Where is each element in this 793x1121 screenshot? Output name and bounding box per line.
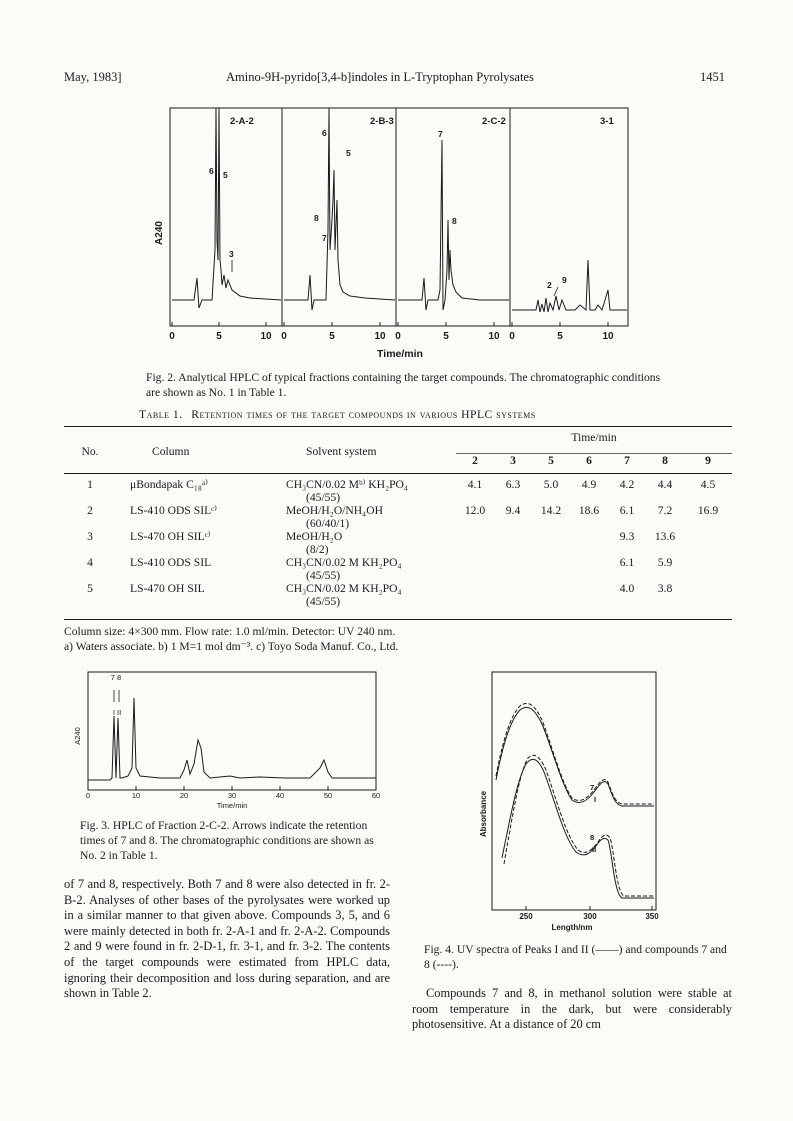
fig3-trace — [88, 698, 376, 780]
row-time — [456, 556, 494, 582]
row-time: 6.3 — [505, 477, 521, 491]
body-text-right: Compounds 7 and 8, in methanol solution were stable at room temperature in the dark, but were considerably photosensitive. At a distance of 20 cm — [412, 986, 732, 1032]
row-time — [494, 582, 532, 608]
row-time — [532, 530, 570, 556]
fig2-panel-label: 3-1 — [600, 116, 614, 127]
body-text-left: of 7 and 8, respectively. Both 7 and 8 were also detected in fr. 2-B-2. Analyses of other bases of the pyrolysates were worked up in a similar manner to that given above. Compounds 3, 5, and 6 were mainly detected in both fr. 2-A-1 and fr. 2-A-2. Compounds 2 and 9 were found in fr. 2-D-1, fr. 3-1, and fr. 3-2. The contents of the target compounds were estimated from HPLC data, ignoring their decomposition and loss during separation, and are shown in Table 2. — [64, 877, 390, 1001]
fig4-curve-I — [496, 707, 654, 806]
fig4-curve-7 — [496, 703, 654, 804]
fig2-tick: 5 — [329, 331, 335, 342]
fig4-caption-label: Fig. 4. — [424, 943, 454, 956]
row-no: 2 — [87, 503, 93, 517]
fig2-panel-label: 2-C-2 — [482, 116, 506, 127]
fig4-curve-label: 8 — [590, 833, 595, 842]
fig3-tick: 20 — [179, 791, 189, 800]
fig2-peak-label: 6 — [322, 128, 327, 138]
fig2-tick: 10 — [260, 331, 272, 342]
row-column: μBondapak C₁₈ᵃ⁾ — [130, 477, 208, 491]
fig4-xlabel: Length/nm — [551, 923, 593, 932]
row-time: 18.6 — [578, 503, 600, 517]
fig2-peak-label: 9 — [562, 275, 567, 285]
compound-header: 2 — [472, 453, 478, 467]
col-header-time: Time/min — [456, 431, 732, 453]
row-ratio: (45/55) — [306, 594, 341, 608]
row-time: 9.3 — [619, 529, 635, 543]
compound-header: 7 — [624, 453, 630, 467]
row-no: 4 — [87, 555, 93, 569]
row-time — [532, 582, 570, 608]
fig4-tick: 350 — [645, 912, 659, 921]
fig2-panel-2-frame — [282, 108, 396, 326]
row-time — [456, 582, 494, 608]
row-time: 9.4 — [505, 503, 521, 517]
fig4-curve-label: 7 — [590, 783, 595, 792]
row-ratio: (8/2) — [306, 542, 329, 556]
row-time — [456, 530, 494, 556]
fig2-ylabel: A240 — [154, 221, 165, 245]
fig4-curve-label: II — [592, 845, 597, 854]
fig2-tick: 10 — [488, 331, 500, 342]
fig3-caption — [80, 818, 376, 863]
row-ratio: (45/55) — [306, 490, 341, 504]
fig2-panel-label: 2-B-3 — [370, 116, 394, 127]
table1-label: Table 1. — [139, 408, 183, 421]
fig3-chromatogram — [70, 668, 380, 810]
row-time — [532, 556, 570, 582]
fig2-tick: 5 — [557, 331, 563, 342]
fig2-peak-label: 6 — [209, 166, 214, 176]
row-time — [570, 582, 608, 608]
fig3-ylabel: A240 — [73, 727, 82, 745]
row-no: 3 — [87, 529, 93, 543]
row-column: LS-410 ODS SILᶜ⁾ — [130, 503, 217, 517]
compound-header: 9 — [705, 453, 711, 467]
fig4-curve-label: I — [594, 795, 597, 804]
table1-rule-top — [64, 426, 732, 427]
fig2-peak-label: 3 — [229, 249, 234, 259]
table1-footnote: Column size: 4×300 mm. Flow rate: 1.0 ml/min. Detector: UV 240 nm. — [64, 625, 396, 638]
row-time — [570, 556, 608, 582]
col-header-no: No. — [81, 445, 99, 459]
row-time: 4.2 — [619, 477, 635, 491]
row-time: 5.0 — [543, 477, 559, 491]
row-column: LS-470 OH SIL — [130, 581, 205, 595]
table-row — [64, 530, 732, 556]
fig4-tick: 250 — [519, 912, 533, 921]
fig3-tick: 50 — [323, 791, 333, 800]
fig2-peak-label: 2 — [547, 280, 552, 290]
fig2-trace-2A2 — [172, 108, 281, 308]
running-header-title: Amino-9H-pyrido[3,4-b]indoles in L-Tryptophan Pyrolysates — [226, 70, 534, 84]
fig2-tick: 5 — [443, 331, 449, 342]
fig3-tick: 40 — [275, 791, 285, 800]
row-column: LS-410 ODS SIL — [130, 555, 212, 569]
row-no: 5 — [87, 581, 93, 595]
row-solvent: MeOH/H₂O/NH₄OH — [286, 503, 383, 517]
row-time — [684, 530, 732, 556]
page-number: 1451 — [700, 70, 725, 84]
table1-caption: Retention times of the target compounds in various HPLC systems — [191, 408, 536, 421]
row-time — [570, 530, 608, 556]
fig2-tick: 0 — [281, 331, 287, 342]
fig4-uv-spectra — [472, 668, 672, 932]
fig3-tick: 60 — [371, 791, 380, 800]
row-time: 5.9 — [657, 555, 673, 569]
fig3-tick: 0 — [85, 791, 91, 800]
row-time: 3.8 — [657, 581, 673, 595]
row-time: 7.2 — [657, 503, 673, 517]
fig3-frame — [88, 672, 376, 790]
fig2-caption-text: Analytical HPLC of typical fractions containing the target compounds. The chromatographic conditions are shown as No. 1 in Table 1. — [146, 371, 661, 399]
row-no: 1 — [87, 477, 93, 491]
compound-header: 6 — [586, 453, 592, 467]
table-row — [64, 582, 732, 608]
row-time: 16.9 — [697, 503, 719, 517]
table1-footnote: a) Waters associate. b) 1 M=1 mol dm⁻³. c) Toyo Soda Manuf. Co., Ltd. — [64, 640, 399, 653]
fig2-chromatograms — [150, 100, 650, 365]
fig3-caption-label: Fig. 3. — [80, 819, 110, 832]
fig2-tick: 5 — [216, 331, 222, 342]
col-header-solvent: Solvent system — [306, 445, 377, 459]
fig2-peak-label: 7 — [322, 233, 327, 243]
fig4-tick: 300 — [583, 912, 597, 921]
row-time — [684, 556, 732, 582]
fig4-ylabel: Absorbance — [479, 790, 488, 838]
fig2-peak-label: 5 — [223, 170, 228, 180]
table1 — [64, 431, 732, 608]
row-column: LS-470 OH SILᶜ⁾ — [130, 529, 211, 543]
fig3-xlabel: Time/min — [216, 801, 248, 810]
fig2-peak-label: 5 — [346, 148, 351, 158]
compound-header: 3 — [510, 453, 516, 467]
fig2-xlabel: Time/min — [377, 348, 423, 360]
col-header-column: Column — [152, 445, 190, 459]
row-ratio: (45/55) — [306, 568, 341, 582]
fig4-caption-text: UV spectra of Peaks I and II (——) and compounds 7 and 8 (----). — [424, 943, 727, 971]
fig3-tick: 10 — [131, 791, 141, 800]
row-time: 12.0 — [464, 503, 486, 517]
fig2-tick: 10 — [374, 331, 386, 342]
fig2-tick: 0 — [169, 331, 175, 342]
row-time: 4.5 — [700, 477, 716, 491]
compound-header: 5 — [548, 453, 554, 467]
row-solvent: CH₃CN/0.02 Mᵇ⁾ KH₂PO₄ — [286, 477, 408, 491]
fig3-peak-labels: I II — [112, 708, 122, 717]
row-solvent: CH₃CN/0.02 M KH₂PO₄ — [286, 581, 402, 595]
row-time — [494, 556, 532, 582]
fig3-arrow-labels: 7 8 — [110, 673, 122, 682]
fig2-tick: 10 — [602, 331, 614, 342]
fig2-caption — [146, 370, 666, 400]
fig2-panel-label: 2-A-2 — [230, 116, 254, 127]
running-header-left: May, 1983] — [64, 70, 122, 84]
fig2-trace-2B3 — [284, 108, 395, 310]
fig2-peak-label: 7 — [438, 129, 443, 139]
fig2-trace-31 — [512, 260, 627, 312]
fig2-tick: 0 — [395, 331, 401, 342]
row-time — [494, 530, 532, 556]
table1-title — [139, 408, 536, 421]
row-time: 6.1 — [619, 503, 635, 517]
fig2-peak-label: 8 — [452, 216, 457, 226]
row-time: 14.2 — [540, 503, 562, 517]
table1-rule-bottom — [64, 619, 732, 620]
fig2-tick: 0 — [509, 331, 515, 342]
fig3-caption-text: HPLC of Fraction 2-C-2. Arrows indicate the retention times of 7 and 8. The chromatographic conditions are shown as No. 2 in Table 1. — [80, 819, 374, 862]
row-time: 4.0 — [619, 581, 635, 595]
table-row — [64, 478, 732, 504]
table-row — [64, 556, 732, 582]
fig2-caption-label: Fig. 2. — [146, 371, 176, 384]
row-ratio: (60/40/1) — [306, 516, 350, 530]
fig2-panel-4-frame — [510, 108, 628, 326]
row-solvent: MeOH/H₂O — [286, 529, 343, 543]
compound-header: 8 — [662, 453, 668, 467]
row-time: 4.1 — [467, 477, 483, 491]
table-row — [64, 504, 732, 530]
row-solvent: CH₃CN/0.02 M KH₂PO₄ — [286, 555, 402, 569]
row-time: 4.9 — [581, 477, 597, 491]
fig2-panel-1-frame — [170, 108, 282, 326]
row-time: 13.6 — [654, 529, 676, 543]
row-time: 6.1 — [619, 555, 635, 569]
fig2-peak-label: 8 — [314, 213, 319, 223]
fig4-curve-II — [502, 759, 654, 898]
fig4-curve-8 — [504, 755, 654, 896]
row-time: 4.4 — [657, 477, 673, 491]
fig3-tick: 30 — [227, 791, 237, 800]
fig4-caption — [424, 942, 732, 972]
row-time — [684, 582, 732, 608]
